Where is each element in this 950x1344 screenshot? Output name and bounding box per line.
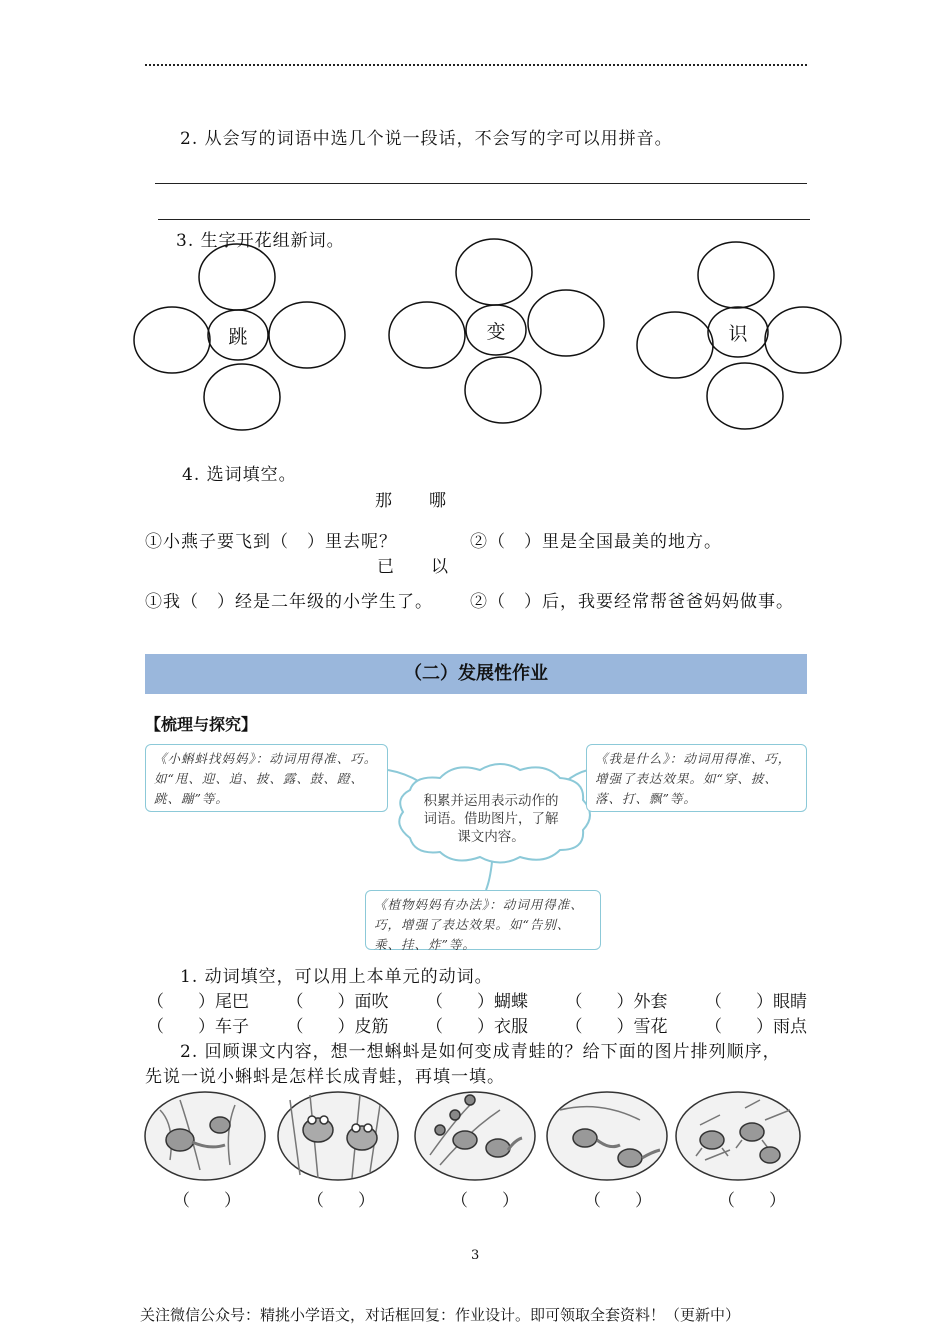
flower2-char: 变 xyxy=(486,321,506,343)
sentence-2a: ①我（ ）经是二年级的小学生了。 xyxy=(145,592,433,612)
picture-tadpole-swimming xyxy=(145,1092,265,1180)
order-blank-1[interactable]: （ ） xyxy=(173,1191,241,1211)
order-question-line2: 先说一说小蝌蚪是怎样长成青蛙，再填一填。 xyxy=(145,1067,505,1087)
flower1-char: 跳 xyxy=(228,326,248,348)
verb-blank[interactable]: （ ）衣服 xyxy=(426,1017,528,1037)
note-right: 《我是什么》：动词用得准、巧，增强了表达效果。如“穿、披、落、打、飘”等。 xyxy=(586,744,807,812)
order-blank-5[interactable]: （ ） xyxy=(718,1191,786,1211)
verb-blank[interactable]: （ ）蝴蝶 xyxy=(426,992,528,1012)
picture-frogs-with-legs xyxy=(676,1092,800,1180)
sentence-1b: ②（ ）里是全国最美的地方。 xyxy=(470,532,722,552)
order-blank-3[interactable]: （ ） xyxy=(451,1191,519,1211)
word-pair-1: 那 哪 xyxy=(375,491,447,511)
order-blank-4[interactable]: （ ） xyxy=(584,1191,652,1211)
section-title: 【梳理与探究】 xyxy=(145,715,258,734)
order-blank-2[interactable]: （ ） xyxy=(307,1191,375,1211)
verb-blank[interactable]: （ ）尾巴 xyxy=(147,992,249,1012)
verb-blank[interactable]: （ ）皮筋 xyxy=(286,1017,389,1037)
section-banner: （二）发展性作业 xyxy=(145,654,807,694)
question-2: 2. 从会写的词语中选几个说一段话，不会写的字可以用拼音。 xyxy=(180,129,673,149)
note-left: 《小蝌蚪找妈妈》：动词用得准、巧。如“甩、迎、追、披、露、鼓、蹬、跳、蹦”等。 xyxy=(145,744,388,812)
page-number: 3 xyxy=(471,1248,480,1263)
picture-frogs-on-reeds xyxy=(278,1092,398,1180)
question-3: 3. 生字开花组新词。 xyxy=(176,231,345,251)
verb-question: 1. 动词填空，可以用上本单元的动词。 xyxy=(180,967,493,987)
word-pair-2: 已 以 xyxy=(377,557,449,577)
sentence-1a: ①小燕子要飞到（ ）里去呢？ xyxy=(145,532,397,552)
verb-blank[interactable]: （ ）雪花 xyxy=(565,1017,668,1037)
verb-blank[interactable]: （ ）雨点 xyxy=(705,1017,807,1037)
sentence-2b: ②（ ）后，我要经常帮爸爸妈妈做事。 xyxy=(470,592,794,612)
note-center: 积累并运用表示动作的词语。借助图片，了解课文内容。 xyxy=(423,793,559,845)
verb-blank[interactable]: （ ）车子 xyxy=(147,1017,249,1037)
footer-note: 关注微信公众号：精挑小学语文，对话框回复：作业设计。即可领取全套资料！（更新中） xyxy=(140,1306,741,1324)
note-bottom: 《植物妈妈有办法》：动词用得准、巧，增强了表达效果。如“告别、乘、挂、炸”等。 xyxy=(365,890,601,950)
flower3-char: 识 xyxy=(728,323,748,345)
question-4: 4. 选词填空。 xyxy=(182,465,297,485)
verb-blank[interactable]: （ ）外套 xyxy=(565,992,668,1012)
verb-blank[interactable]: （ ）面吹 xyxy=(286,992,389,1012)
picture-tadpoles-with-tail xyxy=(547,1092,667,1180)
verb-blank[interactable]: （ ）眼睛 xyxy=(705,992,807,1012)
order-question-line1: 2. 回顾课文内容，想一想蝌蚪是如何变成青蛙的？给下面的图片排列顺序， xyxy=(180,1042,781,1062)
picture-tadpoles-with-back-legs xyxy=(415,1092,535,1180)
